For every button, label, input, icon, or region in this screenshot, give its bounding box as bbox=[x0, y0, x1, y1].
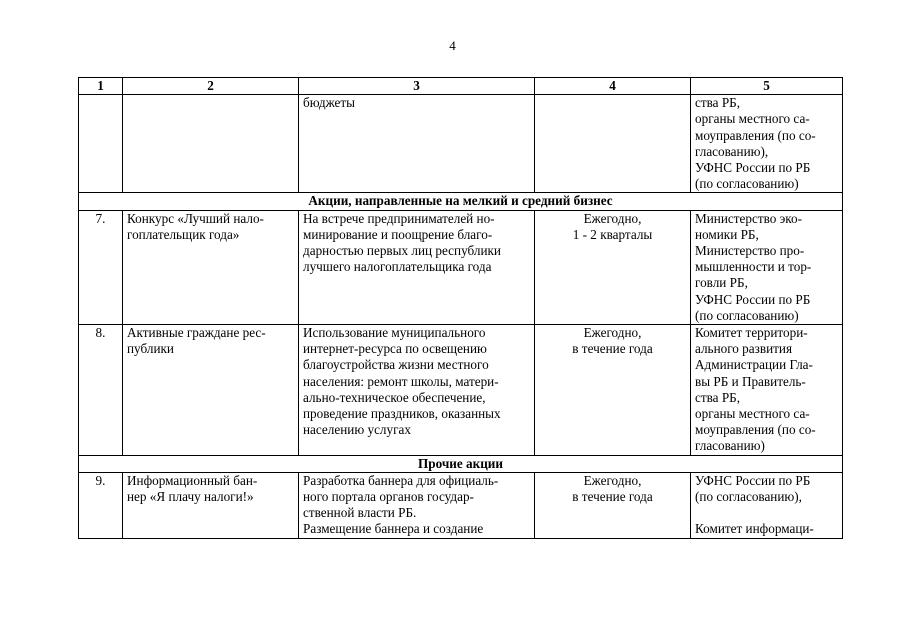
action-name bbox=[123, 472, 299, 538]
text-line: органы местного са- bbox=[695, 406, 810, 422]
text-line: 1 - 2 кварталы bbox=[572, 226, 653, 242]
action-period bbox=[535, 325, 691, 456]
action-description bbox=[299, 95, 535, 193]
text-line: ного портала органов государ- bbox=[303, 489, 474, 505]
text-line: ства РБ, bbox=[695, 95, 741, 111]
blank-line bbox=[695, 505, 838, 521]
action-responsible bbox=[691, 325, 843, 456]
table-row-continued bbox=[79, 95, 843, 193]
text-line: номики РБ, bbox=[695, 226, 759, 242]
text-line: мышленности и тор- bbox=[695, 259, 812, 275]
table-row-8 bbox=[79, 325, 843, 456]
text-line: в течение года bbox=[572, 489, 653, 505]
table-header-row bbox=[79, 78, 843, 95]
text-line: ственной власти РБ. bbox=[303, 505, 417, 521]
text-line: проведение праздников, оказанных bbox=[303, 406, 501, 422]
header-cell-5: 5 bbox=[691, 78, 843, 95]
text-line: ства РБ, bbox=[695, 389, 741, 405]
text-line: населению услугах bbox=[303, 422, 411, 438]
text-line: Комитет информаци- bbox=[695, 521, 814, 537]
action-responsible bbox=[691, 472, 843, 538]
row-number bbox=[79, 95, 123, 193]
row-number: 9. bbox=[79, 472, 123, 538]
table-row-9 bbox=[79, 472, 843, 538]
action-name bbox=[123, 325, 299, 456]
action-period bbox=[535, 210, 691, 324]
text-line: населения: ремонт школы, матери- bbox=[303, 373, 499, 389]
action-description bbox=[299, 472, 535, 538]
section-row-other bbox=[79, 455, 843, 472]
text-line: (по согласованию) bbox=[695, 176, 799, 192]
text-line: УФНС России по РБ bbox=[695, 291, 811, 307]
text-line: моуправления (по со- bbox=[695, 422, 816, 438]
text-line: интернет-ресурса по освещению bbox=[303, 341, 487, 357]
text-line: Конкурс «Лучший нало- bbox=[127, 210, 264, 226]
text-line: публики bbox=[127, 341, 174, 357]
action-responsible bbox=[691, 95, 843, 193]
text-line: ального развития bbox=[695, 341, 793, 357]
text-line: в течение года bbox=[572, 341, 653, 357]
action-name bbox=[123, 210, 299, 324]
text-line: Министерство эко- bbox=[695, 210, 802, 226]
text-line: Ежегодно, bbox=[583, 472, 642, 488]
text-line: говли РБ, bbox=[695, 275, 748, 291]
text-line: моуправления (по со- bbox=[695, 127, 816, 143]
text-line: органы местного са- bbox=[695, 111, 810, 127]
text-line: УФНС России по РБ bbox=[695, 160, 811, 176]
action-description bbox=[299, 210, 535, 324]
text-line: (по согласованию), bbox=[695, 489, 802, 505]
row-number: 7. bbox=[79, 210, 123, 324]
text-line: (по согласованию) bbox=[695, 307, 799, 323]
text-line: гласованию), bbox=[695, 143, 769, 159]
text-line: Ежегодно, bbox=[583, 210, 642, 226]
table-row-7 bbox=[79, 210, 843, 324]
text-line: гласованию) bbox=[695, 438, 765, 454]
text-line: минирование и поощрение благо- bbox=[303, 226, 493, 242]
text-line: Разработка баннера для официаль- bbox=[303, 472, 499, 488]
section-row-small-business bbox=[79, 193, 843, 210]
section-title: Акции, направленные на мелкий и средний бизнес bbox=[79, 193, 843, 210]
text-line: Ежегодно, bbox=[583, 325, 642, 341]
text-line: УФНС России по РБ bbox=[695, 472, 811, 488]
action-name bbox=[123, 95, 299, 193]
row-number: 8. bbox=[79, 325, 123, 456]
page-number: 4 bbox=[449, 38, 456, 53]
text-line: Комитет территори- bbox=[695, 325, 808, 341]
text-line: Использование муниципального bbox=[303, 325, 486, 341]
section-title: Прочие акции bbox=[79, 455, 843, 472]
text-line: благоустройства жизни местного bbox=[303, 357, 489, 373]
text-line: вы РБ и Правитель- bbox=[695, 373, 806, 389]
text-line: гоплательщик года» bbox=[127, 226, 240, 242]
text-line: Администрации Гла- bbox=[695, 357, 813, 373]
text-line: Размещение баннера и создание bbox=[303, 521, 484, 537]
action-period bbox=[535, 95, 691, 193]
action-description bbox=[299, 325, 535, 456]
action-responsible bbox=[691, 210, 843, 324]
text-line: бюджеты bbox=[303, 95, 356, 111]
text-line: Активные граждане рес- bbox=[127, 325, 266, 341]
text-line: На встрече предпринимателей но- bbox=[303, 210, 495, 226]
action-period bbox=[535, 472, 691, 538]
text-line: дарностью первых лиц республики bbox=[303, 243, 501, 259]
header-cell-2: 2 bbox=[123, 78, 299, 95]
text-line: ально-техническое обеспечение, bbox=[303, 389, 486, 405]
text-line: лучшего налогоплательщика года bbox=[303, 259, 492, 275]
header-cell-1: 1 bbox=[79, 78, 123, 95]
text-line: Министерство про- bbox=[695, 243, 805, 259]
header-cell-4: 4 bbox=[535, 78, 691, 95]
measures-table bbox=[78, 77, 843, 539]
text-line: Информационный бан- bbox=[127, 472, 258, 488]
header-cell-3: 3 bbox=[299, 78, 535, 95]
text-line: нер «Я плачу налоги!» bbox=[127, 489, 254, 505]
